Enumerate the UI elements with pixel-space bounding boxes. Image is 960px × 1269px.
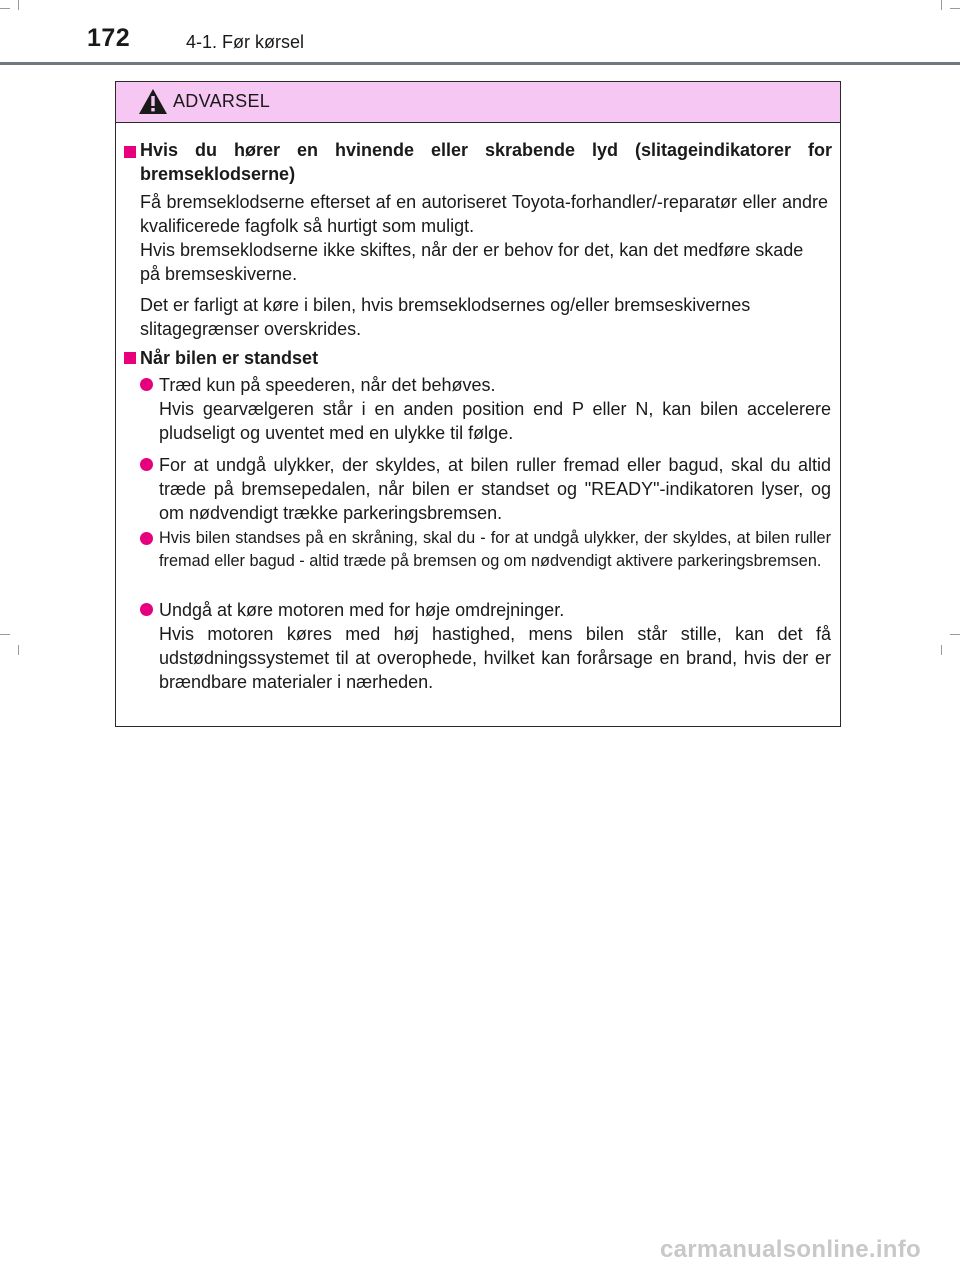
crop-mark [18, 645, 19, 655]
header-rule [0, 62, 960, 65]
list-item: Hvis bilen standses på en skråning, skal du - for at undgå ulykker, der skyldes, at bilen ruller fremad eller bagud - altid træde på bremsen og om nødvendigt aktivere parkeringsbremsen. [159, 529, 831, 570]
paragraph: Få bremseklodserne efterset af en autoriseret Toyota-forhandler/-reparatør eller andre kvalificerede fagfolk så hurtigt som muligt. [140, 192, 828, 236]
warning-title: ADVARSEL [173, 91, 271, 111]
crop-mark [0, 8, 10, 9]
crop-mark [941, 0, 942, 10]
crop-mark [18, 0, 19, 10]
warning-triangle-icon [138, 88, 168, 115]
list-item: Undgå at køre motoren med for høje omdrejninger. [159, 600, 565, 620]
crop-mark [950, 8, 960, 9]
list-bullet-dot [140, 532, 153, 545]
section-title: 4-1. Før kørsel [186, 32, 305, 52]
warning-header [116, 82, 840, 123]
paragraph: Det er farligt at køre i bilen, hvis bremseklodsernes og/eller bremseskivernes slitagegrænser overskrides. [140, 295, 751, 339]
list-bullet-dot [140, 603, 153, 616]
crop-mark [941, 645, 942, 655]
crop-mark [0, 634, 10, 635]
warning-box [115, 81, 841, 727]
list-item: For at undgå ulykker, der skyldes, at bilen ruller fremad eller bagud, skal du altid træde på bremsepedalen, når bilen er standset og "READY"-indikatoren lyser, og om nødvendigt trække parkeringsbremsen. [159, 455, 831, 523]
list-item-text: Hvis gearvælgeren står i en anden position end P eller N, kan bilen accelerere pludseligt og uventet med en ulykke til følge. [159, 399, 831, 443]
paragraph: Hvis bremseklodserne ikke skiftes, når der er behov for det, kan det medføre skade på bremseskiverne. [140, 240, 804, 284]
section-bullet-square [124, 146, 136, 158]
list-bullet-dot [140, 458, 153, 471]
section-heading: Når bilen er standset [140, 348, 319, 368]
list-item: Træd kun på speederen, når det behøves. [159, 375, 496, 395]
list-item-text: Hvis motoren køres med høj hastighed, mens bilen står stille, kan det få udstødningssystemet til at overophede, hvilket kan forårsage en brand, hvis der er brændbare materialer i nærheden. [159, 624, 831, 692]
section-heading: Hvis du hører en hvinende eller skrabende lyd (slitageindikatorer for bremseklodserne) [140, 140, 832, 184]
crop-mark [950, 634, 960, 635]
list-bullet-dot [140, 378, 153, 391]
watermark: carmanualsonline.info [660, 1236, 922, 1263]
section-bullet-square [124, 352, 136, 364]
page-number: 172 [87, 24, 131, 52]
